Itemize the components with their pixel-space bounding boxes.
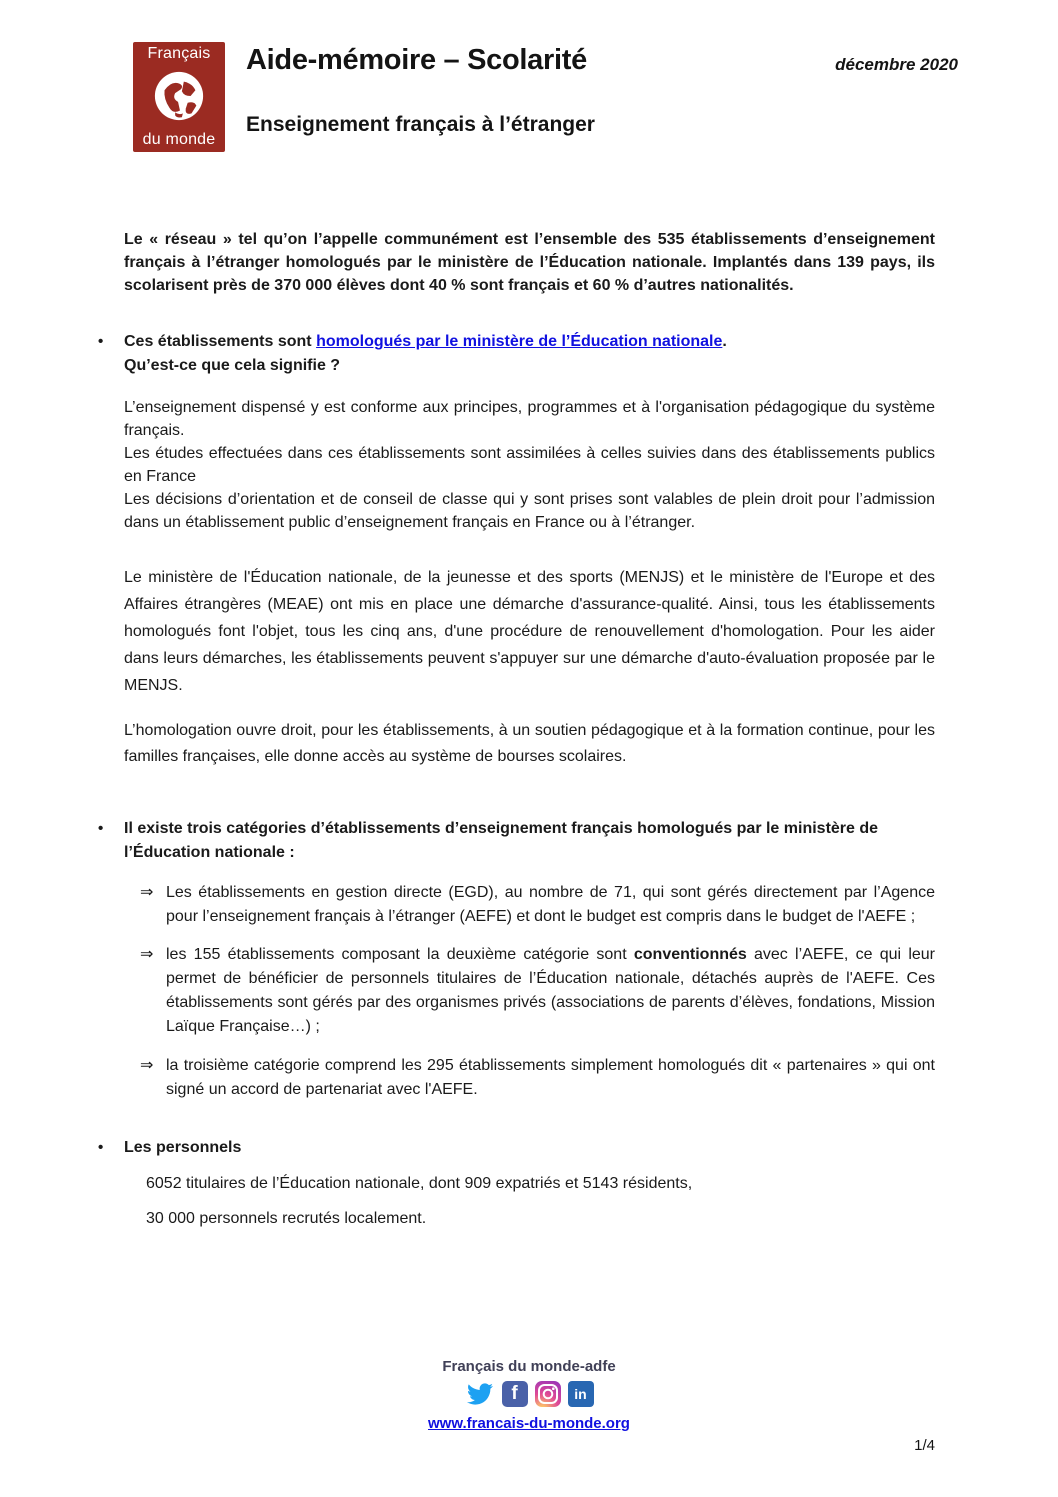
website-link[interactable]: www.francais-du-monde.org	[428, 1415, 630, 1432]
globe-icon	[151, 70, 207, 124]
paragraph-etudes: Les études effectuées dans ces établissements sont assimilées à celles suivies dans des établissements publics en France	[124, 445, 935, 485]
personnels-title: Les personnels	[124, 1139, 242, 1156]
homologation-link[interactable]: homologués par le ministère de l’Éducation nationale	[316, 333, 723, 350]
bullet1-question: Qu’est-ce que cela signifie ?	[124, 357, 341, 374]
logo-text-bottom: du monde	[142, 131, 216, 148]
bullet-categories-text: Il existe trois catégories d’établissements d’enseignement français homologués par le ministère de l’Éducation nationale :	[124, 820, 879, 861]
personnels-line-titulaires: 6052 titulaires de l’Éducation nationale, dont 909 expatriés et 5143 résidents,	[146, 1175, 693, 1192]
s2-lead: les 155 établissements composant la deuxième catégorie sont	[166, 946, 634, 963]
bullet-homologation	[98, 330, 935, 378]
bullet-personnels	[98, 1138, 935, 1158]
francais-du-monde-logo	[133, 42, 225, 152]
intro-paragraph: Le « réseau » tel qu’on l’appelle communément est l’ensemble des 535 établissements d’enseignement français à l’étranger homologués par le ministère de l’Éducation nationale. Implantés dans 139 pays, ils scolarisent près de 370 000 élèves dont 40 % sont français et 60 % d’autres nationalités.	[124, 231, 935, 294]
paragraph-homologation-droits: L’homologation ouvre droit, pour les établissements, à un soutien pédagogique et à la formation continue, pour les familles françaises, elle donne accès au système de bourses scolaires.	[124, 722, 935, 765]
category-partenaires-text: la troisième catégorie comprend les 295 établissements simplement homologués dit « partenaires » qui ont signé un accord de partenariat avec l'AEFE.	[166, 1057, 935, 1098]
bullet-icon: •	[98, 1139, 104, 1156]
page-number: 1/4	[914, 1437, 935, 1454]
category-item-partenaires	[140, 1054, 935, 1101]
s2-bold-word: conventionnés	[633, 946, 747, 963]
personnels-line-locaux: 30 000 personnels recrutés localement.	[146, 1210, 427, 1227]
arrow-icon: ⇒	[140, 946, 154, 963]
category-egd-text: Les établissements en gestion directe (EGD), au nombre de 71, qui sont gérés directement par l’Agence pour l’enseignement français à l’étranger (AEFE) et dont le budget est compris dans le budget de l'AEFE ;	[166, 884, 935, 925]
bullet-categories	[98, 817, 935, 865]
categories-list	[124, 881, 935, 1101]
footer-org-name: Français du monde-adfe	[442, 1358, 616, 1375]
bullet-icon: •	[98, 333, 104, 350]
facebook-icon[interactable]: f	[502, 1381, 528, 1407]
page-subtitle: Enseignement français à l’étranger	[246, 113, 595, 136]
bullet-icon: •	[98, 820, 104, 837]
twitter-icon[interactable]	[465, 1381, 495, 1407]
paragraph-decisions: Les décisions d’orientation et de conseil de classe qui y sont prises sont valables de plein droit pour l’admission dans un établissement public d’enseignement français en France ou à l’étranger.	[124, 491, 935, 531]
personnels-details	[146, 1166, 935, 1236]
logo-text-top: Français	[147, 45, 211, 62]
arrow-icon: ⇒	[140, 884, 154, 901]
instagram-icon[interactable]	[535, 1381, 561, 1407]
page-title: Aide-mémoire – Scolarité	[246, 44, 587, 76]
paragraph-enseignement: L’enseignement dispensé y est conforme aux principes, programmes et à l'organisation pédagogique du système français.	[124, 399, 935, 439]
category-conventionnes-text	[166, 943, 935, 1039]
bullet-homologation-text	[124, 330, 935, 378]
arrow-icon: ⇒	[140, 1057, 154, 1074]
social-icons-row	[0, 1380, 1058, 1408]
linkedin-icon[interactable]: in	[568, 1381, 594, 1407]
paragraph-menjs: Le ministère de l'Éducation nationale, de la jeunesse et des sports (MENJS) et le ministère de l'Europe et des Affaires étrangères (MEAE) ont mis en place une démarche d'assurance-qualité. Ainsi, tous les établissements homologués font l'objet, tous les cinq ans, d'une procédure de renouvellement d'homologation. Pour les aider dans leurs démarches, les établissements peuvent s'appuyer sur une démarche d'auto-évaluation proposée par le MENJS.	[124, 569, 935, 694]
s2-rest: avec l’AEFE, ce qui leur permet de bénéficier de personnels titulaires de l’Éducation nationale, détachés auprès de l'AEFE. Ces établissements sont gérés par des organismes privés (associations de parents d’élèves, fondations, Mission Laïque Française…) ;	[166, 946, 936, 1035]
bullet1-period: .	[722, 333, 727, 350]
document-body	[98, 228, 936, 1236]
page-footer	[0, 1358, 1058, 1433]
document-date: décembre 2020	[835, 55, 958, 74]
homologation-explanation	[124, 396, 935, 534]
category-item-egd	[140, 881, 935, 928]
bullet1-lead: Ces établissements sont	[124, 333, 317, 350]
category-item-conventionnes	[140, 943, 935, 1039]
